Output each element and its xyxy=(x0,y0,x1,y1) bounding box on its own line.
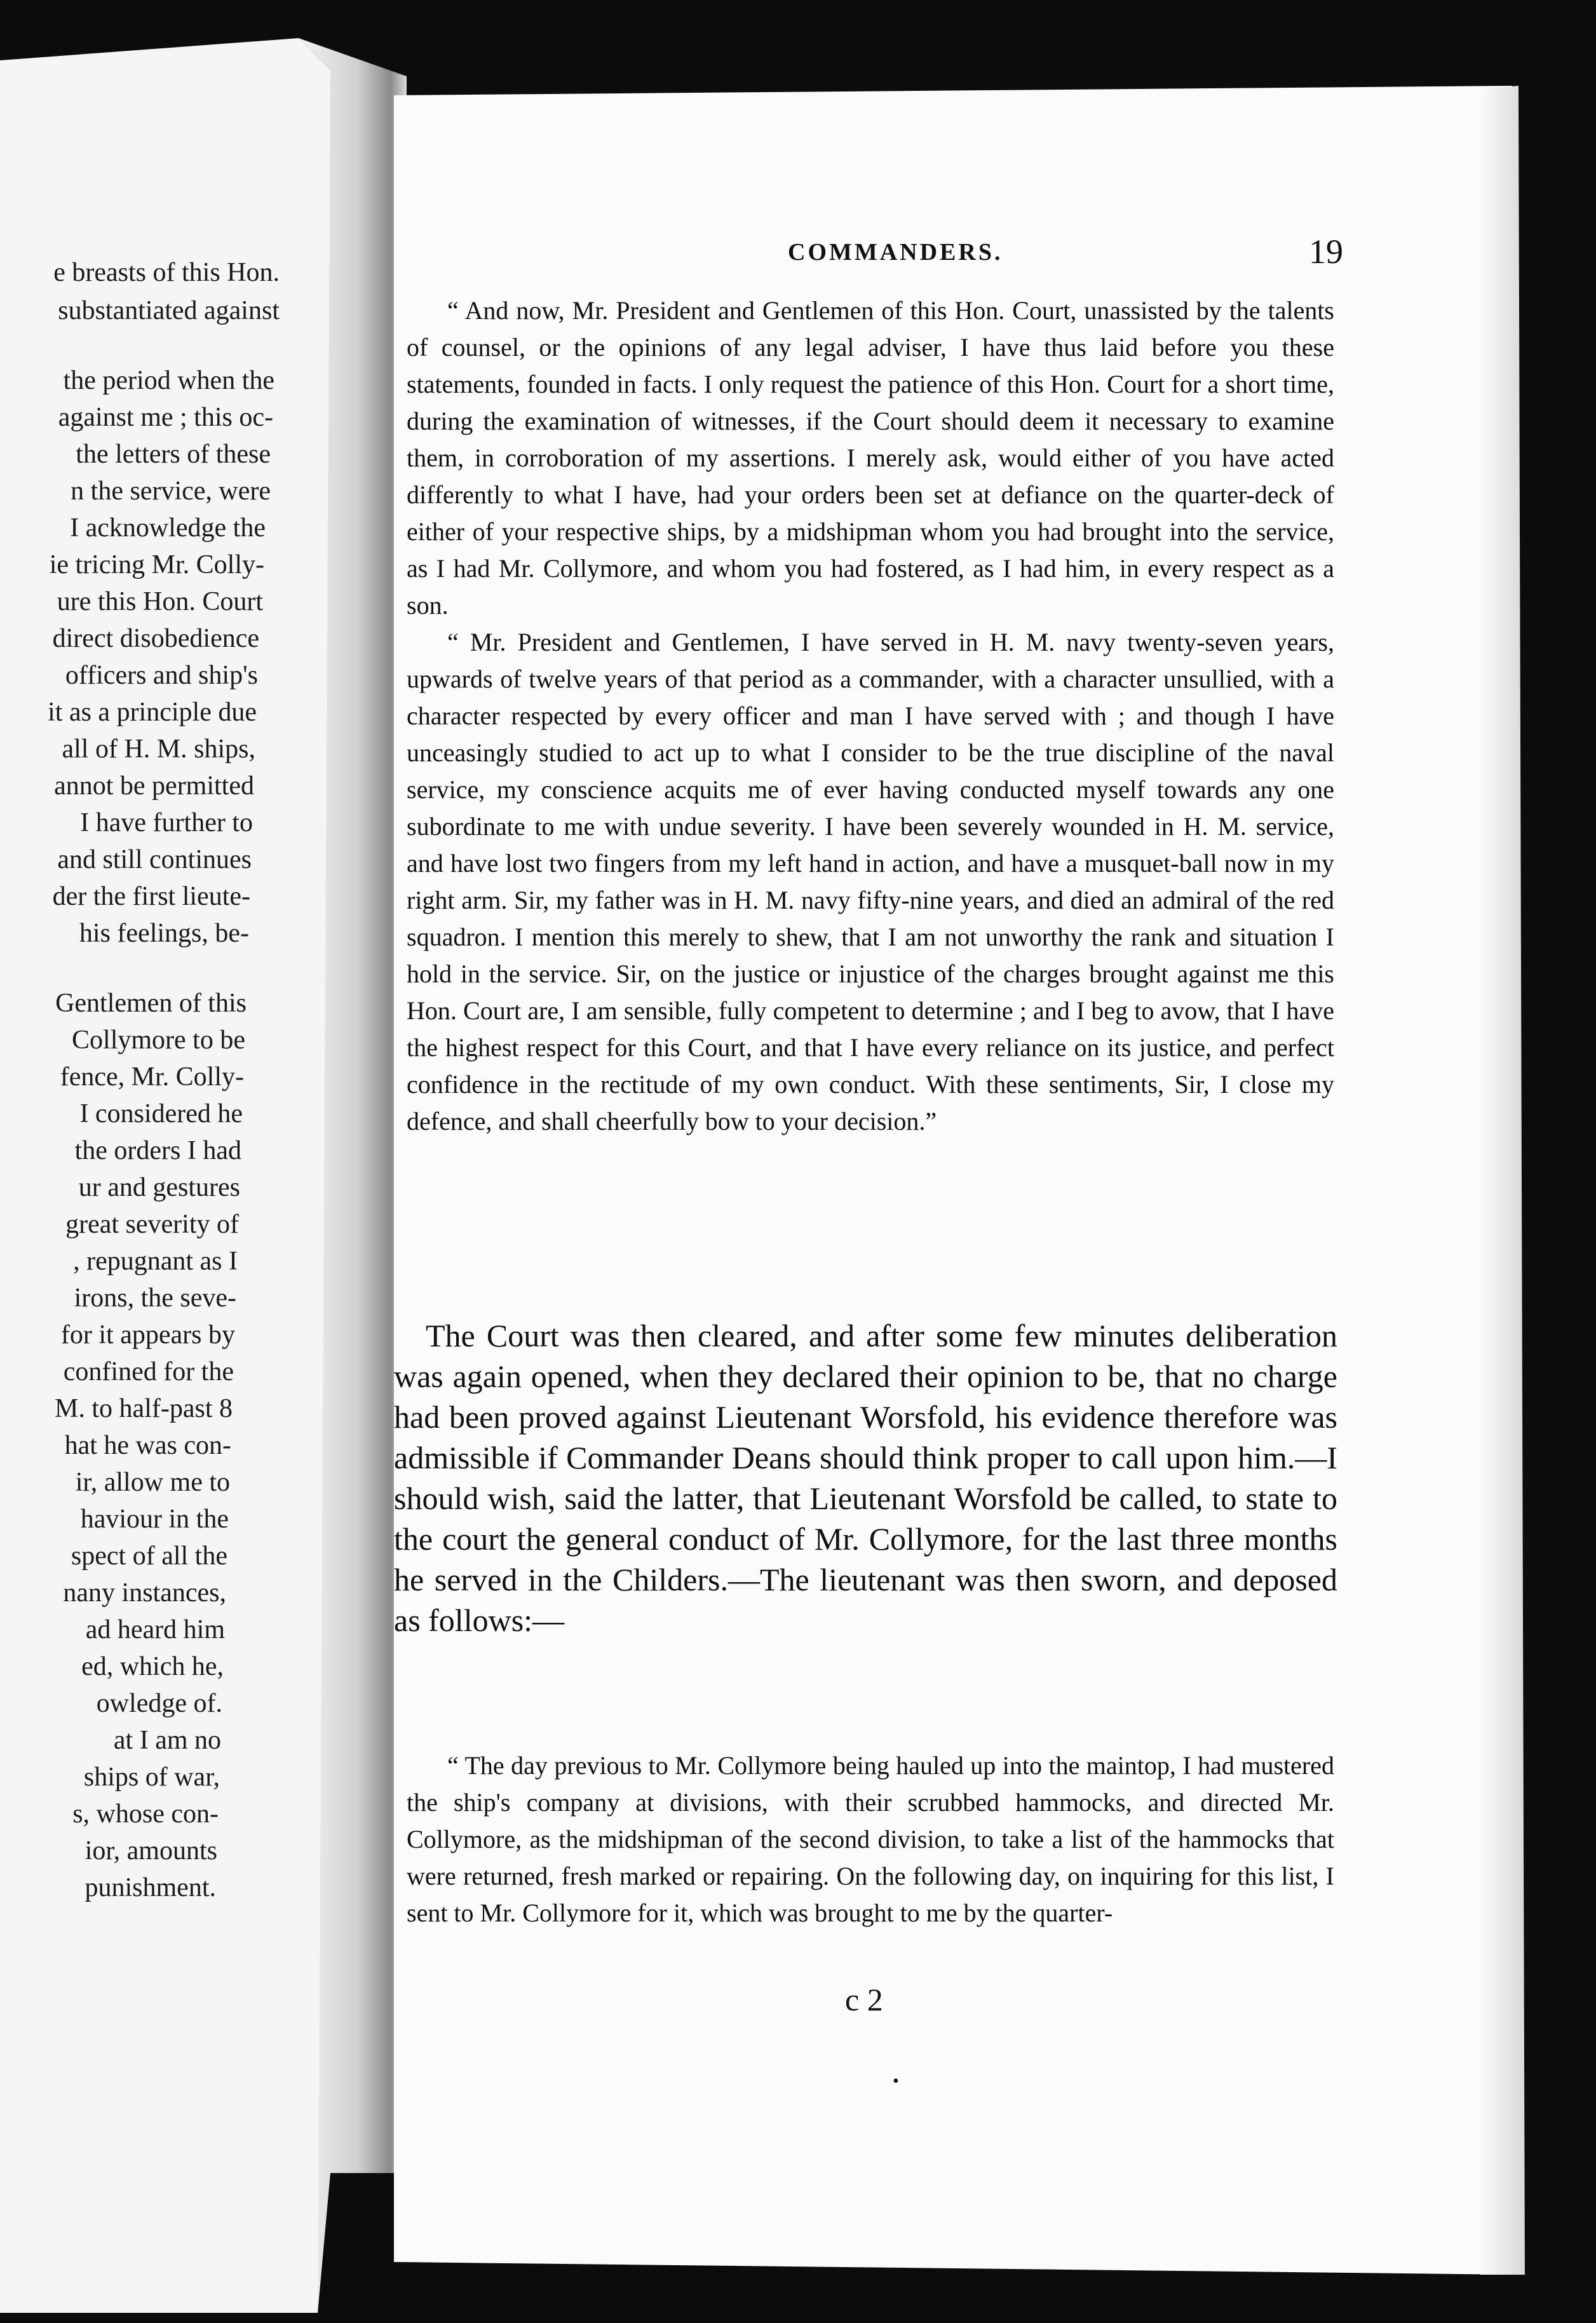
defence-quote xyxy=(407,292,1334,1140)
page-header xyxy=(394,233,1563,276)
left-line: der the first lieute- xyxy=(52,882,250,911)
left-line: annot be permitted xyxy=(54,771,254,801)
left-line: all of H. M. ships, xyxy=(62,735,255,764)
narrative-text: The Court was then cleared, and after some few minutes deliberation was again opened, when they declared their opinion to be, that no charge had been proved against Lieutenant Worsfold, his evidence therefore was admissible if Commander Deans should think proper to call upon him.—I should wish, said the latter, that Lieutenant Worsfold be called, to state to the court the general conduct of Mr. Collymore, for the last three months he served in the Childers.—The lieutenant was then sworn, and deposed as follows:— xyxy=(394,1318,1337,1638)
left-line: ir, allow me to xyxy=(75,1468,230,1497)
left-line: n the service, were xyxy=(71,477,271,506)
left-line: e breasts of this Hon. xyxy=(53,258,280,287)
left-line: great severity of xyxy=(65,1210,239,1239)
left-line: ad heard him xyxy=(85,1615,225,1644)
left-line: haviour in the xyxy=(80,1505,229,1534)
left-line: I acknowledge the xyxy=(70,513,266,543)
left-line: substantiated against xyxy=(58,296,280,325)
left-line: spect of all the xyxy=(71,1541,227,1571)
page-number: 19 xyxy=(1309,233,1343,271)
left-line: I have further to xyxy=(80,808,253,837)
left-line: hat he was con- xyxy=(64,1431,231,1460)
left-line: Collymore to be xyxy=(72,1026,245,1055)
left-line: direct disobedience xyxy=(52,624,259,653)
left-line: the letters of these xyxy=(76,440,271,469)
left-line: his feelings, be- xyxy=(79,919,249,948)
narrative-paragraph xyxy=(394,1315,1337,1641)
left-line: against me ; this oc- xyxy=(58,403,273,432)
quote-paragraph: “ And now, Mr. President and Gentlemen of this Hon. Court, unassisted by the talents of counsel, or the opinions of any legal adviser, I have thus laid before you these statements, founded in facts. I only request the patience of this Hon. Court for a short time, during the examination of witnesses, if the Court should deem it necessary to examine them, in corroboration of my assertions. I merely ask, would either of you have acted differently to what I have, had your orders been set at defiance on the quarter-deck of either of your respective ships, by a midshipman whom you had brought into the service, as I had Mr. Collymore, and whom you had fostered, as I had him, in every respect as a son. xyxy=(407,296,1334,620)
left-line: ur and gestures xyxy=(78,1173,240,1202)
deposition-text: “ The day previous to Mr. Collymore being hauled up into the maintop, I had mustered the ship's company at divisions, with their scrubbed hammocks, and directed Mr. Collymore, as the midshipman of the second division, to take a list of the hammocks that were returned, fresh marked or repairing. On the following day, on inquiring for this list, I sent to Mr. Collymore for it, which was brought to me by the quarter- xyxy=(407,1751,1334,1927)
left-line: at I am no xyxy=(113,1726,221,1755)
signature-mark: c 2 xyxy=(845,1982,883,2017)
left-line: for it appears by xyxy=(60,1320,235,1350)
left-line: ie tricing Mr. Colly- xyxy=(49,550,264,579)
left-line: irons, the seve- xyxy=(74,1283,236,1313)
left-line: ior, amounts xyxy=(85,1836,217,1866)
left-line: the period when the xyxy=(63,366,274,395)
left-line: , repugnant as I xyxy=(73,1247,238,1276)
left-line: officers and ship's xyxy=(65,661,258,690)
left-line: M. to half-past 8 xyxy=(55,1394,233,1423)
quote-paragraph: “ Mr. President and Gentlemen, I have served in H. M. navy twenty-seven years, upwards of twelve years of that period as a commander, with a character unsullied, with a character respected by every officer and man I have served with ; and though I have unceasingly studied to act up to what I consider to be the true discipline of the naval service, my conscience acquits me of ever having conducted myself towards any one subordinate to me with undue severity. I have been severely wounded in H. M. service, and have lost two fingers from my left hand in action, and have a musquet-ball now in my right arm. Sir, my father was in H. M. navy fifty-nine years, and died an admiral of the red squadron. I mention this merely to shew, that I am not unworthy the rank and situation I hold in the service. Sir, on the justice or injustice of the charges brought against me this Hon. Court are, I am sensible, fully competent to determine ; and I beg to avow, that I have the highest respect for this Court, and that I have every reliance on its justice, and perfect confidence in the rectitude of my own conduct. With these sentiments, Sir, I close my defence, and shall cheerfully bow to your decision.” xyxy=(407,628,1334,1135)
left-line: ships of war, xyxy=(83,1763,220,1792)
left-line: it as a principle due xyxy=(48,698,257,727)
left-line: nany instances, xyxy=(63,1578,226,1608)
left-line: I considered he xyxy=(79,1099,243,1128)
left-line: ure this Hon. Court xyxy=(57,587,263,616)
left-line: Gentlemen of this xyxy=(55,989,247,1018)
left-line: owledge of. xyxy=(96,1689,222,1718)
running-head: COMMANDERS. xyxy=(788,239,1003,266)
speck: • xyxy=(893,2071,899,2091)
left-line: confined for the xyxy=(63,1357,234,1386)
left-line: ed, which he, xyxy=(81,1652,224,1681)
left-line: the orders I had xyxy=(74,1136,241,1165)
deposition-quote xyxy=(407,1747,1334,1932)
left-page-text xyxy=(0,0,299,1970)
left-line: s, whose con- xyxy=(72,1799,219,1829)
book-page xyxy=(394,0,1563,2287)
left-line: fence, Mr. Colly- xyxy=(60,1062,244,1092)
left-line: and still continues xyxy=(57,845,252,874)
left-line: punishment. xyxy=(85,1873,216,1902)
